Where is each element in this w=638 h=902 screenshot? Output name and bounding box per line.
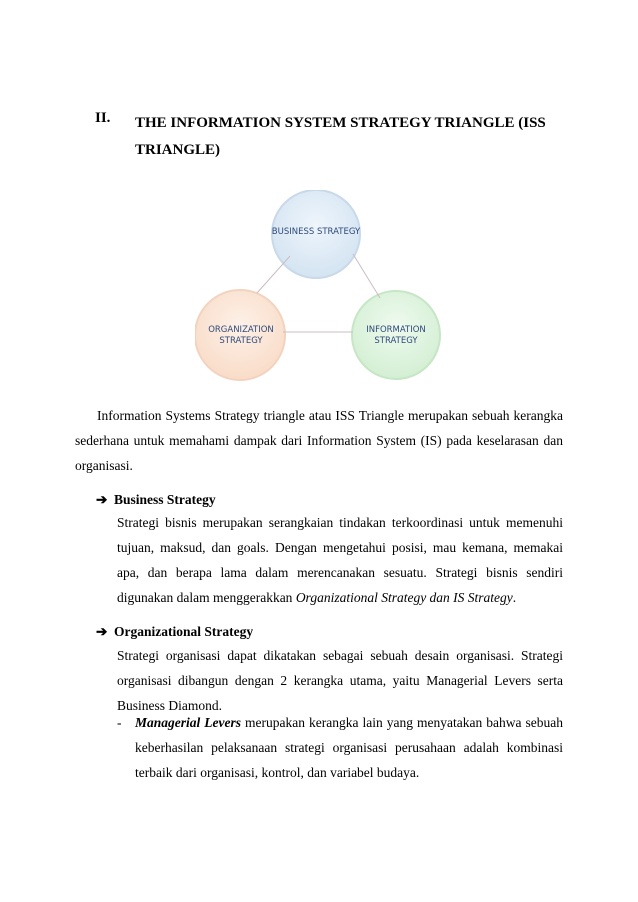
managerial-levers-text: merupakan kerangka lain yang menyatakan bahwa sebuah keberhasilan pelaksanaan strategi organisasi perusahaan adalah kombinasi terbaik dari organisasi, kontrol, dan variabel budaya. (135, 715, 563, 780)
page-title (135, 110, 575, 164)
connector-business-information (353, 254, 380, 298)
organization-strategy-label-line-2: STRATEGY (219, 336, 263, 346)
business-strategy-text: Strategi bisnis merupakan serangkaian tindakan terkoordinasi untuk memenuhi tujuan, maksud, dan goals. Dengan mengetahui posisi, mau kemana, memakai apa, dan berapa lama dalam merencanakan sesuatu. Strategi bisnis sendiri digunakan dalam menggerakkan (117, 515, 563, 605)
business-strategy-title: Business Strategy (114, 492, 216, 507)
connector-business-organization (257, 256, 290, 293)
business-strategy-italic: Organizational Strategy dan IS Strategy (295, 590, 513, 605)
business-strategy-body (117, 510, 563, 610)
iss-triangle-diagram (195, 190, 445, 390)
information-strategy-label-line-1: INFORMATION (366, 325, 426, 335)
business-strategy-text-end: . (512, 590, 517, 605)
title-line-2: TRIANGLE) (135, 142, 221, 158)
organizational-strategy-body: Strategi organisasi dapat dikatakan sebagai sebuah desain organisasi. Strategi organisasi dibangun dengan 2 kerangka utama, yaitu Managerial Levers serta Business Diamond. (117, 648, 563, 713)
title-line-1: THE INFORMATION SYSTEM STRATEGY TRIANGLE (ISS (135, 115, 546, 131)
organizational-strategy-title: Organizational Strategy (114, 624, 254, 639)
managerial-levers-term: Managerial Levers (135, 715, 242, 730)
intro-paragraph (75, 403, 563, 478)
bullet-dash: - (117, 715, 122, 730)
organizational-strategy-heading (96, 622, 253, 642)
business-strategy-label: BUSINESS STRATEGY (271, 227, 361, 237)
business-strategy-heading (96, 490, 216, 510)
organization-strategy-label-line-1: ORGANIZATION (208, 325, 274, 335)
information-strategy-label-line-2: STRATEGY (374, 336, 418, 346)
managerial-levers-item (135, 710, 563, 785)
heading-number: II. (95, 110, 111, 126)
information-strategy-circle (352, 291, 440, 379)
arrow-right-icon: ➔ (96, 624, 108, 639)
arrow-right-icon: ➔ (96, 492, 108, 507)
intro-text: Information Systems Strategy triangle atau ISS Triangle merupakan sebuah kerangka sederhana untuk memahami dampak dari Information System (IS) pada keselarasan dan organisasi. (75, 408, 563, 473)
organization-strategy-circle (195, 290, 285, 380)
